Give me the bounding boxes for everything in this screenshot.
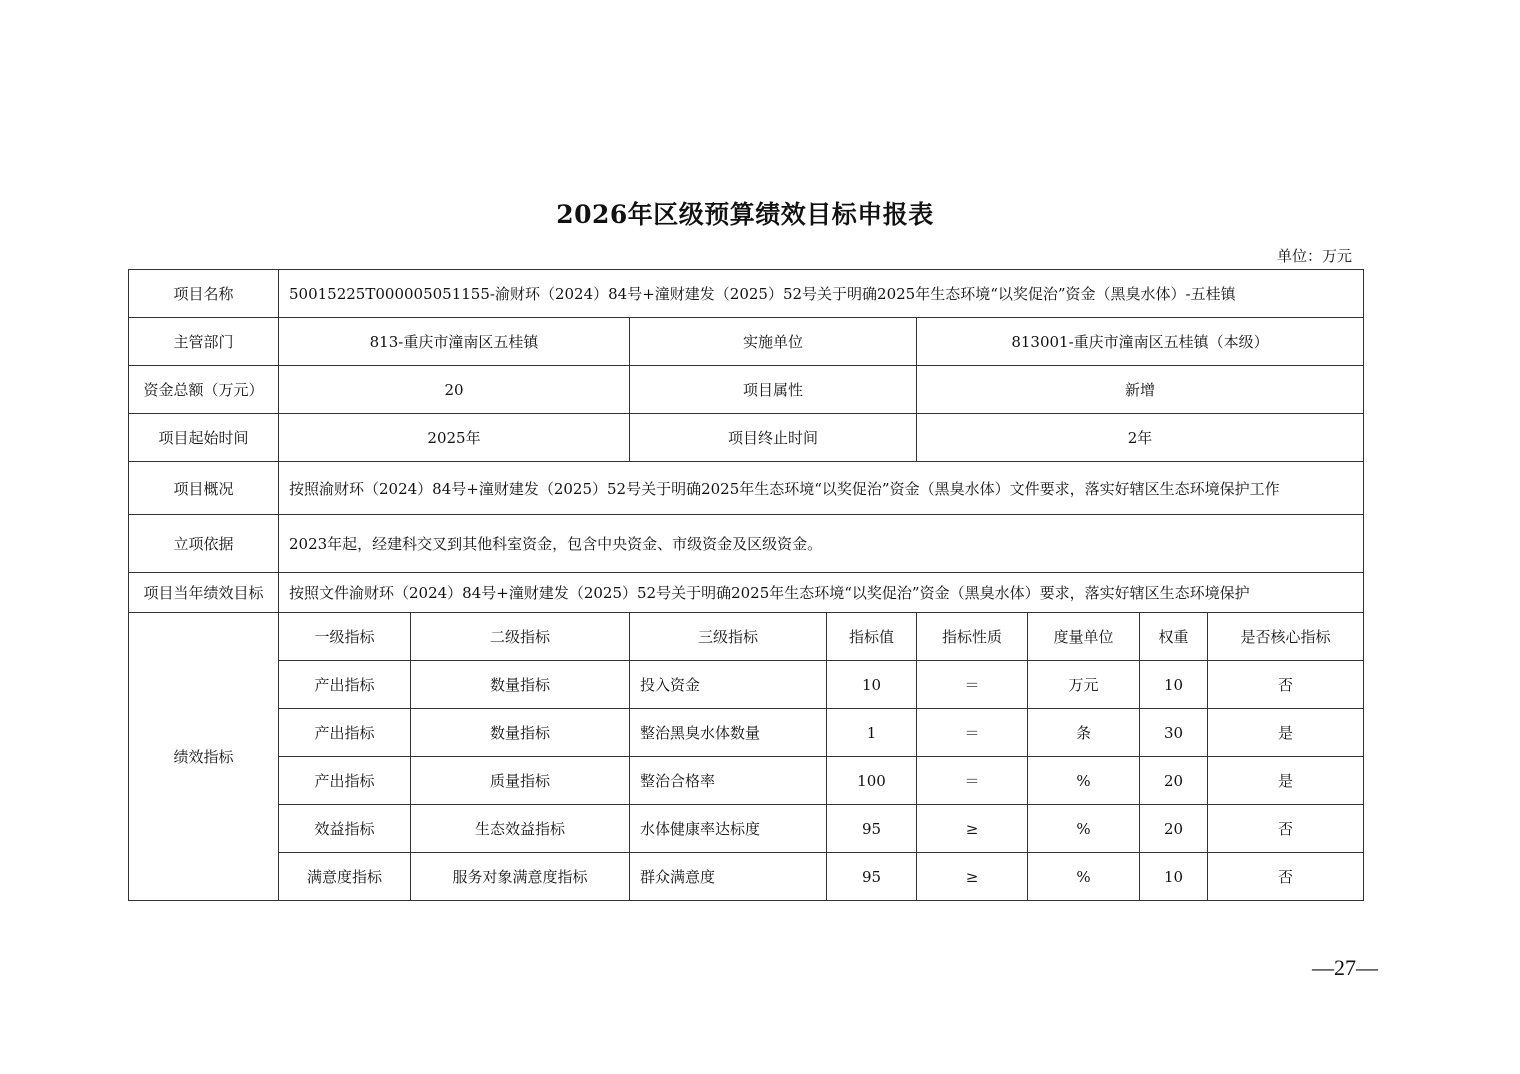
row-fund [129, 366, 1364, 414]
value-cell: 10 [827, 661, 917, 709]
end-value: 2年 [917, 414, 1364, 462]
nature-cell: ＝ [917, 709, 1028, 757]
indicator-row [129, 805, 1364, 853]
fund-value: 20 [279, 366, 630, 414]
value-cell: 1 [827, 709, 917, 757]
end-label: 项目终止时间 [630, 414, 917, 462]
weight-cell: 30 [1140, 709, 1208, 757]
overview-label: 项目概况 [129, 462, 279, 515]
attr-value: 新增 [917, 366, 1364, 414]
dept-value: 813-重庆市潼南区五桂镇 [279, 318, 630, 366]
indicators-section-label: 绩效指标 [129, 613, 279, 901]
project-name-value: 50015225T000005051155-渝财环（2024）84号+潼财建发（2025）52号关于明确2025年生态环境“以奖促治”资金（黑臭水体）-五桂镇 [279, 270, 1364, 318]
level1-cell: 产出指标 [279, 661, 411, 709]
page-title: 2026年区级预算绩效目标申报表 [556, 200, 934, 229]
impl-value: 813001-重庆市潼南区五桂镇（本级） [917, 318, 1364, 366]
unit-cell: % [1028, 853, 1140, 901]
header-nature: 指标性质 [917, 613, 1028, 661]
indicator-row [129, 661, 1364, 709]
header-value: 指标值 [827, 613, 917, 661]
level1-cell: 产出指标 [279, 757, 411, 805]
attr-label: 项目属性 [630, 366, 917, 414]
indicator-row [129, 853, 1364, 901]
core-cell: 否 [1208, 805, 1364, 853]
level3-cell: 整治黑臭水体数量 [630, 709, 827, 757]
impl-label: 实施单位 [630, 318, 917, 366]
indicator-row [129, 757, 1364, 805]
budget-form-table [128, 269, 1364, 901]
row-department [129, 318, 1364, 366]
row-project-name [129, 270, 1364, 318]
unit-cell: % [1028, 805, 1140, 853]
core-cell: 否 [1208, 661, 1364, 709]
level2-cell: 生态效益指标 [411, 805, 630, 853]
unit-label: 单位：万元 [1276, 247, 1352, 265]
goal-label: 项目当年绩效目标 [129, 573, 279, 613]
weight-cell: 10 [1140, 661, 1208, 709]
level2-cell: 数量指标 [411, 709, 630, 757]
header-weight: 权重 [1140, 613, 1208, 661]
goal-value: 按照文件渝财环（2024）84号+潼财建发（2025）52号关于明确2025年生态环境“以奖促治”资金（黑臭水体）要求，落实好辖区生态环境保护 [279, 573, 1364, 613]
unit-cell: 万元 [1028, 661, 1140, 709]
weight-cell: 10 [1140, 853, 1208, 901]
header-unit: 度量单位 [1028, 613, 1140, 661]
nature-cell: ≥ [917, 853, 1028, 901]
core-cell: 是 [1208, 709, 1364, 757]
basis-value: 2023年起，经建科交叉到其他科室资金，包含中央资金、市级资金及区级资金。 [279, 515, 1364, 573]
start-label: 项目起始时间 [129, 414, 279, 462]
header-core: 是否核心指标 [1208, 613, 1364, 661]
nature-cell: ＝ [917, 661, 1028, 709]
level2-cell: 质量指标 [411, 757, 630, 805]
row-time [129, 414, 1364, 462]
value-cell: 95 [827, 853, 917, 901]
dept-label: 主管部门 [129, 318, 279, 366]
nature-cell: ≥ [917, 805, 1028, 853]
overview-value: 按照渝财环（2024）84号+潼财建发（2025）52号关于明确2025年生态环境“以奖促治”资金（黑臭水体）文件要求，落实好辖区生态环境保护工作 [279, 462, 1364, 515]
value-cell: 100 [827, 757, 917, 805]
level3-cell: 投入资金 [630, 661, 827, 709]
level2-cell: 数量指标 [411, 661, 630, 709]
level1-cell: 满意度指标 [279, 853, 411, 901]
unit-cell: % [1028, 757, 1140, 805]
level3-cell: 群众满意度 [630, 853, 827, 901]
level3-cell: 整治合格率 [630, 757, 827, 805]
weight-cell: 20 [1140, 757, 1208, 805]
level3-cell: 水体健康率达标度 [630, 805, 827, 853]
indicator-row [129, 709, 1364, 757]
level2-cell: 服务对象满意度指标 [411, 853, 630, 901]
basis-label: 立项依据 [129, 515, 279, 573]
level1-cell: 产出指标 [279, 709, 411, 757]
header-level2: 二级指标 [411, 613, 630, 661]
row-overview [129, 462, 1364, 515]
header-level3: 三级指标 [630, 613, 827, 661]
unit-cell: 条 [1028, 709, 1140, 757]
nature-cell: ＝ [917, 757, 1028, 805]
header-level1: 一级指标 [279, 613, 411, 661]
core-cell: 否 [1208, 853, 1364, 901]
value-cell: 95 [827, 805, 917, 853]
weight-cell: 20 [1140, 805, 1208, 853]
fund-label: 资金总额（万元） [129, 366, 279, 414]
core-cell: 是 [1208, 757, 1364, 805]
start-value: 2025年 [279, 414, 630, 462]
level1-cell: 效益指标 [279, 805, 411, 853]
page-number: —27— [1312, 955, 1378, 980]
row-goal [129, 573, 1364, 613]
row-basis [129, 515, 1364, 573]
project-name-label: 项目名称 [129, 270, 279, 318]
indicator-header-row [129, 613, 1364, 661]
